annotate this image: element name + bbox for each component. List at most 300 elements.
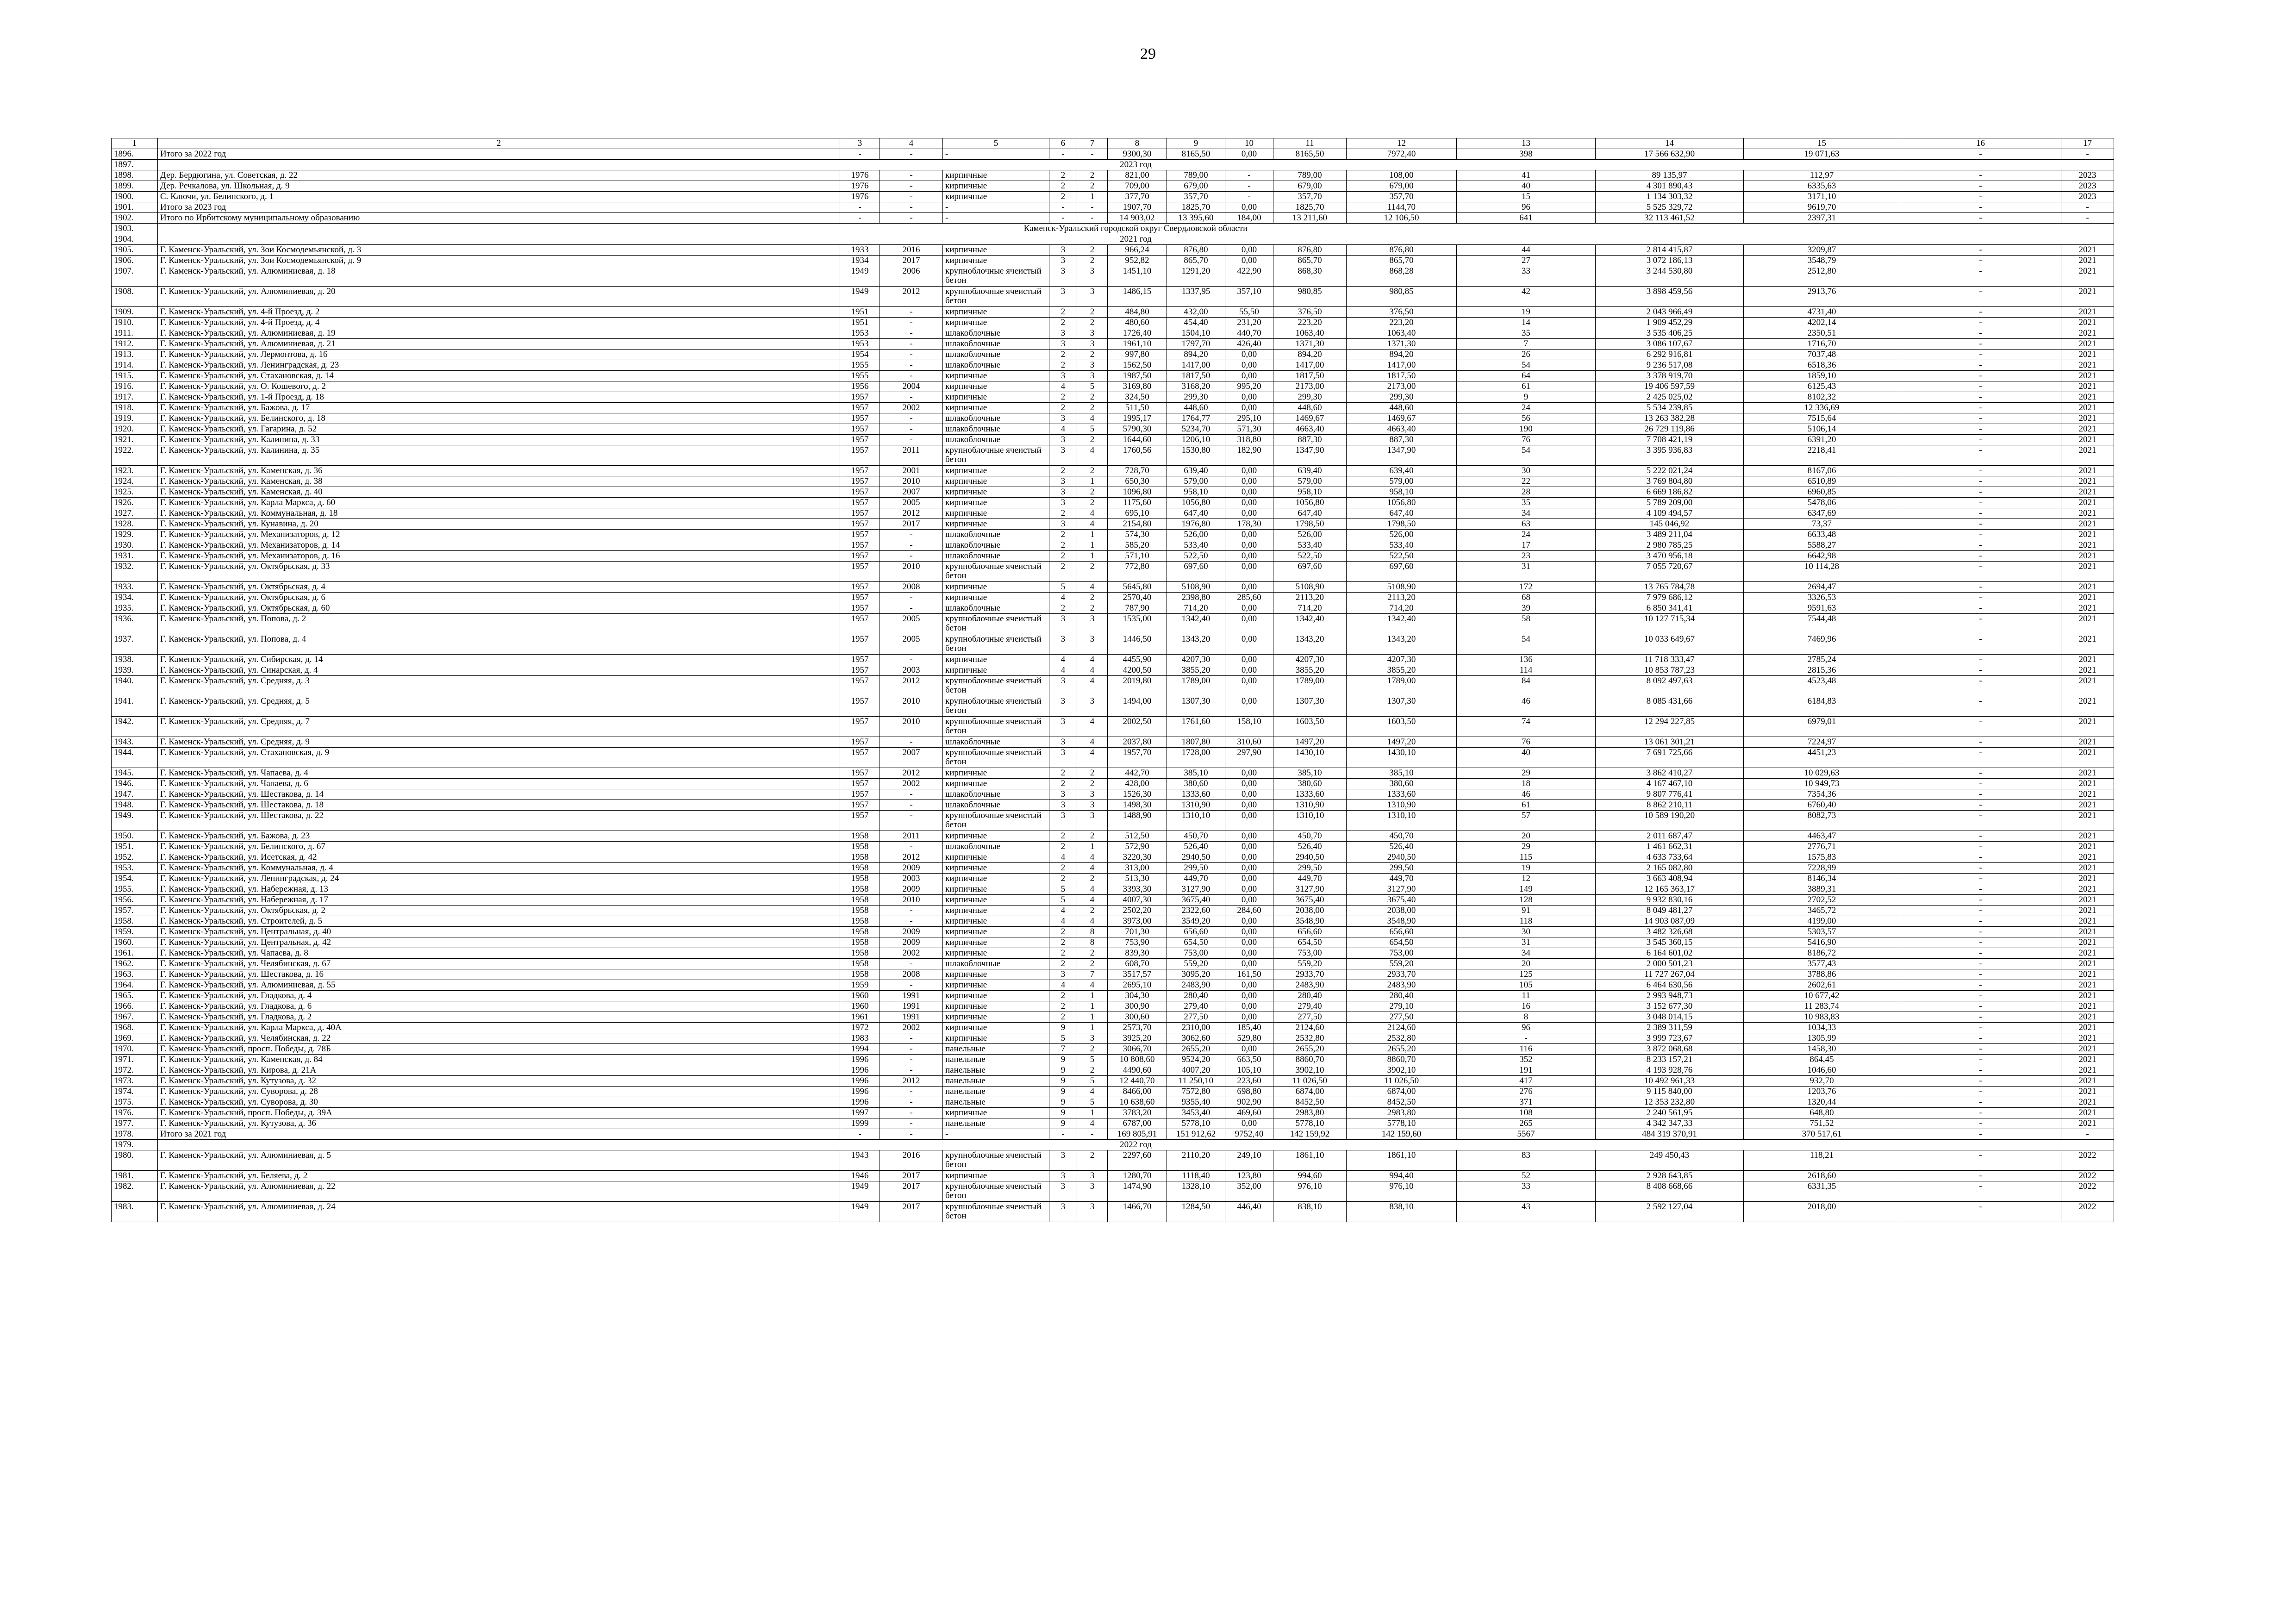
- table-cell: 2021: [2061, 717, 2114, 737]
- table-cell: 1923.: [112, 466, 158, 476]
- table-row: [112, 717, 2114, 737]
- table-cell: 57: [1457, 811, 1596, 831]
- table-row: [112, 811, 2114, 831]
- table-cell: 3 999 723,67: [1596, 1033, 1744, 1044]
- table-row: [112, 435, 2114, 445]
- table-cell: 136: [1457, 655, 1596, 665]
- table-cell: 1958: [840, 937, 880, 948]
- table-cell: -: [1900, 980, 2061, 991]
- table-cell: 7515,64: [1744, 413, 1900, 424]
- table-cell: 2021: [2061, 603, 2114, 614]
- table-cell: -: [1900, 852, 2061, 863]
- table-cell: 1371,30: [1347, 339, 1457, 350]
- table-cell: 11 718 333,47: [1596, 655, 1744, 665]
- table-cell: шлакоблочные: [943, 413, 1049, 424]
- table-cell: 1957: [840, 530, 880, 540]
- table-cell: 2021: [2061, 508, 2114, 519]
- table-cell: 1932.: [112, 562, 158, 582]
- table-row: [112, 149, 2114, 160]
- table-cell: 0,00: [1225, 245, 1273, 256]
- table-row: [112, 318, 2114, 328]
- table-cell: 2021: [2061, 540, 2114, 551]
- table-cell: 3548,90: [1347, 916, 1457, 927]
- table-cell: 2785,24: [1744, 655, 1900, 665]
- table-cell: 7037,48: [1744, 350, 1900, 360]
- table-cell: 4: [1077, 665, 1108, 676]
- table-cell: 5: [1077, 1097, 1108, 1108]
- table-cell: 2: [1077, 593, 1108, 603]
- table-cell: -: [1900, 768, 2061, 779]
- table-cell: 5106,14: [1744, 424, 1900, 435]
- table-cell: -: [943, 202, 1049, 213]
- table-cell: 0,00: [1225, 1044, 1273, 1055]
- table-cell: 280,40: [1347, 991, 1457, 1001]
- table-cell: 868,28: [1347, 266, 1457, 287]
- table-row: [112, 424, 2114, 435]
- table-cell: -: [880, 530, 943, 540]
- table-cell: 559,20: [1347, 959, 1457, 969]
- table-cell: 1342,40: [1167, 614, 1225, 634]
- table-cell: 7354,36: [1744, 789, 1900, 800]
- table-cell: 1908.: [112, 287, 158, 307]
- table-cell: 2: [1049, 318, 1077, 328]
- table-cell: 10 114,28: [1744, 562, 1900, 582]
- table-row: [112, 884, 2114, 895]
- table-cell: 3: [1049, 256, 1077, 266]
- table-cell: 24: [1457, 403, 1596, 413]
- table-cell: 27: [1457, 256, 1596, 266]
- table-cell: 0,00: [1225, 991, 1273, 1001]
- table-cell: 2021: [2061, 980, 2114, 991]
- table-cell: 5108,90: [1273, 582, 1347, 593]
- table-cell: кирпичные: [943, 991, 1049, 1001]
- table-cell: 714,20: [1273, 603, 1347, 614]
- table-cell: 753,90: [1108, 937, 1167, 948]
- table-cell: 3: [1049, 748, 1077, 768]
- table-cell: 4: [1077, 884, 1108, 895]
- table-cell: кирпичные: [943, 403, 1049, 413]
- table-cell: 2021: [2061, 937, 2114, 948]
- table-cell: 68: [1457, 593, 1596, 603]
- table-cell: 654,50: [1167, 937, 1225, 948]
- table-cell: 318,80: [1225, 435, 1273, 445]
- table-cell: 2694,47: [1744, 582, 1900, 593]
- table-cell: Г. Каменск-Уральский, ул. Октябрьская, д. 6: [158, 593, 840, 603]
- table-cell: 958,10: [1273, 487, 1347, 498]
- table-cell: 997,80: [1108, 350, 1167, 360]
- table-cell: 1960: [840, 1001, 880, 1012]
- table-cell: 864,45: [1744, 1055, 1900, 1065]
- table-cell: 1825,70: [1167, 202, 1225, 213]
- table-cell: Г. Каменск-Уральский, ул. Бажова, д. 17: [158, 403, 840, 413]
- table-row: [112, 170, 2114, 181]
- table-cell: 526,40: [1347, 842, 1457, 852]
- register-table: [111, 138, 2114, 1222]
- table-cell: Г. Каменск-Уральский, ул. Белинского, д. 18: [158, 413, 840, 424]
- table-cell: 1761,60: [1167, 717, 1225, 737]
- table-cell: -: [1900, 435, 2061, 445]
- table-cell: 8860,70: [1273, 1055, 1347, 1065]
- table-cell: 838,10: [1273, 1202, 1347, 1222]
- table-cell: 41: [1457, 170, 1596, 181]
- row-number: 1979.: [112, 1140, 158, 1150]
- table-cell: -: [880, 1097, 943, 1108]
- table-cell: 1969.: [112, 1033, 158, 1044]
- table-cell: -: [1900, 800, 2061, 811]
- table-cell: 300,90: [1108, 1001, 1167, 1012]
- table-cell: 1957: [840, 614, 880, 634]
- table-cell: 1906.: [112, 256, 158, 266]
- table-cell: 2017: [880, 1181, 943, 1202]
- table-cell: 2: [1049, 927, 1077, 937]
- table-cell: 2: [1077, 906, 1108, 916]
- table-cell: кирпичные: [943, 476, 1049, 487]
- table-cell: -: [880, 149, 943, 160]
- table-cell: 1954.: [112, 874, 158, 884]
- table-cell: 8167,06: [1744, 466, 1900, 476]
- table-cell: Г. Каменск-Уральский, ул. Сибирская, д. 14: [158, 655, 840, 665]
- table-cell: 112,97: [1744, 170, 1900, 181]
- table-cell: 1962.: [112, 959, 158, 969]
- table-cell: 9: [1049, 1097, 1077, 1108]
- table-cell: кирпичные: [943, 498, 1049, 508]
- table-cell: 46: [1457, 696, 1596, 717]
- table-cell: -: [943, 213, 1049, 224]
- table-cell: 0,00: [1225, 360, 1273, 371]
- table-cell: 22: [1457, 476, 1596, 487]
- table-cell: 1996: [840, 1076, 880, 1087]
- table-cell: 2021: [2061, 1001, 2114, 1012]
- table-cell: 4200,50: [1108, 665, 1167, 676]
- table-cell: 3 482 326,68: [1596, 927, 1744, 937]
- table-cell: -: [1900, 403, 2061, 413]
- table-cell: 2815,36: [1744, 665, 1900, 676]
- table-cell: 2573,70: [1108, 1023, 1167, 1033]
- table-cell: 0,00: [1225, 1001, 1273, 1012]
- table-cell: 10 029,63: [1744, 768, 1900, 779]
- table-cell: -: [1900, 842, 2061, 852]
- table-cell: 3: [1049, 476, 1077, 487]
- table-cell: 2322,60: [1167, 906, 1225, 916]
- table-cell: 284,60: [1225, 906, 1273, 916]
- table-cell: -: [2061, 149, 2114, 160]
- table-cell: -: [1900, 634, 2061, 655]
- table-cell: 608,70: [1108, 959, 1167, 969]
- table-row: [112, 1044, 2114, 1055]
- table-cell: 894,20: [1167, 350, 1225, 360]
- table-cell: 1953: [840, 328, 880, 339]
- table-cell: 6787,00: [1108, 1118, 1167, 1129]
- table-cell: 9524,20: [1167, 1055, 1225, 1065]
- table-cell: 0,00: [1225, 916, 1273, 927]
- table-cell: -: [1900, 476, 2061, 487]
- table-cell: 2012: [880, 852, 943, 863]
- table-cell: 8466,00: [1108, 1087, 1167, 1097]
- table-cell: 1798,50: [1273, 519, 1347, 530]
- table-cell: -: [880, 906, 943, 916]
- table-cell: 2009: [880, 927, 943, 937]
- table-cell: -: [1049, 1129, 1077, 1140]
- table-cell: 6633,48: [1744, 530, 1900, 540]
- table-cell: кирпичные: [943, 487, 1049, 498]
- table-cell: кирпичные: [943, 307, 1049, 318]
- table-cell: 2018,00: [1744, 1202, 1900, 1222]
- table-cell: 753,00: [1167, 948, 1225, 959]
- table-cell: 3095,20: [1167, 969, 1225, 980]
- table-cell: 2124,60: [1273, 1023, 1347, 1033]
- table-cell: 0,00: [1225, 582, 1273, 593]
- table-cell: -: [1900, 307, 2061, 318]
- table-cell: 7544,48: [1744, 614, 1900, 634]
- table-cell: 46: [1457, 789, 1596, 800]
- table-cell: крупноблочные ячеистый бетон: [943, 717, 1049, 737]
- table-cell: 454,40: [1167, 318, 1225, 328]
- table-cell: 647,40: [1273, 508, 1347, 519]
- table-cell: 9300,30: [1108, 149, 1167, 160]
- table-cell: 787,90: [1108, 603, 1167, 614]
- table-cell: 13 211,60: [1273, 213, 1347, 224]
- table-cell: 1307,30: [1347, 696, 1457, 717]
- table-cell: 417: [1457, 1076, 1596, 1087]
- table-cell: 448,60: [1273, 403, 1347, 413]
- table-cell: 522,50: [1167, 551, 1225, 562]
- table-cell: 385,10: [1347, 768, 1457, 779]
- table-cell: -: [1900, 1044, 2061, 1055]
- table-cell: 1953: [840, 339, 880, 350]
- table-cell: 1957: [840, 424, 880, 435]
- table-cell: 9 236 517,08: [1596, 360, 1744, 371]
- table-cell: -: [1900, 562, 2061, 582]
- table-cell: 1764,77: [1167, 413, 1225, 424]
- table-cell: Г. Каменск-Уральский, ул. Шестакова, д. 14: [158, 789, 840, 800]
- table-cell: -: [1077, 149, 1108, 160]
- table-cell: 1603,50: [1273, 717, 1347, 737]
- table-row: [112, 959, 2114, 969]
- table-cell: 1961.: [112, 948, 158, 959]
- table-cell: Итого за 2023 год: [158, 202, 840, 213]
- table-cell: 1917.: [112, 392, 158, 403]
- table-cell: -: [1900, 1012, 2061, 1023]
- table-cell: 2: [1049, 1001, 1077, 1012]
- table-cell: Г. Каменск-Уральский, ул. Ленинградская, д. 23: [158, 360, 840, 371]
- table-cell: -: [1077, 202, 1108, 213]
- table-cell: 428,00: [1108, 779, 1167, 789]
- table-cell: кирпичные: [943, 318, 1049, 328]
- table-cell: 2483,90: [1167, 980, 1225, 991]
- table-cell: 1942.: [112, 717, 158, 737]
- table-cell: 357,70: [1347, 192, 1457, 202]
- table-cell: кирпичные: [943, 874, 1049, 884]
- table-cell: 654,50: [1347, 937, 1457, 948]
- table-cell: 8146,34: [1744, 874, 1900, 884]
- table-cell: 838,10: [1347, 1202, 1457, 1222]
- column-number: 14: [1596, 138, 1744, 149]
- table-cell: 43: [1457, 1202, 1596, 1222]
- table-cell: 114: [1457, 665, 1596, 676]
- table-cell: 450,70: [1347, 831, 1457, 842]
- table-cell: 2110,20: [1167, 1150, 1225, 1171]
- table-cell: 9 807 776,41: [1596, 789, 1744, 800]
- table-cell: 1728,00: [1167, 748, 1225, 768]
- table-cell: 529,80: [1225, 1033, 1273, 1044]
- table-cell: 279,40: [1273, 1001, 1347, 1012]
- table-row: [112, 1181, 2114, 1202]
- table-cell: Г. Каменск-Уральский, ул. Средняя, д. 7: [158, 717, 840, 737]
- table-row: [112, 916, 2114, 927]
- table-cell: 1817,50: [1167, 371, 1225, 381]
- table-cell: Г. Каменск-Уральский, ул. Алюминиевая, д. 21: [158, 339, 840, 350]
- table-cell: 679,00: [1347, 181, 1457, 192]
- table-cell: -: [1900, 530, 2061, 540]
- table-cell: 1535,00: [1108, 614, 1167, 634]
- table-cell: 108,00: [1347, 170, 1457, 181]
- table-cell: 105,10: [1225, 1065, 1273, 1076]
- table-cell: -: [880, 980, 943, 991]
- table-cell: -: [1225, 170, 1273, 181]
- table-cell: 2005: [880, 634, 943, 655]
- table-cell: 2: [1077, 1065, 1108, 1076]
- table-cell: 17 566 632,90: [1596, 149, 1744, 160]
- table-cell: -: [1900, 717, 2061, 737]
- table-cell: 3: [1077, 789, 1108, 800]
- table-cell: 654,50: [1273, 937, 1347, 948]
- table-cell: 1958: [840, 863, 880, 874]
- table-cell: Г. Каменск-Уральский, ул. Алюминиевая, д. 5: [158, 1150, 840, 1171]
- table-cell: кирпичные: [943, 916, 1049, 927]
- table-cell: 2: [1077, 779, 1108, 789]
- table-cell: 449,70: [1273, 874, 1347, 884]
- row-number: 1903.: [112, 224, 158, 234]
- table-cell: 2021: [2061, 413, 2114, 424]
- table-cell: 19 406 597,59: [1596, 381, 1744, 392]
- table-cell: Г. Каменск-Уральский, ул. Чапаева, д. 4: [158, 768, 840, 779]
- table-cell: -: [1900, 959, 2061, 969]
- table-cell: -: [1900, 202, 2061, 213]
- table-cell: -: [1900, 874, 2061, 884]
- table-cell: -: [1900, 895, 2061, 906]
- table-cell: -: [880, 1129, 943, 1140]
- table-cell: 1954: [840, 350, 880, 360]
- table-cell: Г. Каменск-Уральский, ул. Синарская, д. 4: [158, 665, 840, 676]
- table-cell: 2: [1077, 435, 1108, 445]
- table-cell: 2350,51: [1744, 328, 1900, 339]
- table-cell: 83: [1457, 1150, 1596, 1171]
- table-cell: 12 294 227,85: [1596, 717, 1744, 737]
- table-cell: 20: [1457, 831, 1596, 842]
- table-cell: 894,20: [1273, 350, 1347, 360]
- table-cell: 1929.: [112, 530, 158, 540]
- table-cell: 1957: [840, 634, 880, 655]
- table-cell: 3: [1077, 1033, 1108, 1044]
- table-cell: 12 336,69: [1744, 403, 1900, 413]
- table-cell: 1928.: [112, 519, 158, 530]
- table-cell: 2016: [880, 1150, 943, 1171]
- table-cell: 2: [1077, 256, 1108, 266]
- table-cell: 5778,10: [1167, 1118, 1225, 1129]
- table-cell: 3: [1049, 435, 1077, 445]
- table-cell: 526,00: [1167, 530, 1225, 540]
- row-number: 1904.: [112, 234, 158, 245]
- table-cell: 2: [1049, 874, 1077, 884]
- table-cell: 3 378 919,70: [1596, 371, 1744, 381]
- table-cell: 6960,85: [1744, 487, 1900, 498]
- table-cell: 5: [1077, 1076, 1108, 1087]
- table-cell: 0,00: [1225, 371, 1273, 381]
- table-cell: 1936.: [112, 614, 158, 634]
- table-cell: кирпичные: [943, 256, 1049, 266]
- table-cell: -: [1900, 1150, 2061, 1171]
- table-row: [112, 1033, 2114, 1044]
- table-cell: 279,40: [1167, 1001, 1225, 1012]
- table-cell: 2022: [2061, 1171, 2114, 1181]
- table-cell: -: [1900, 318, 2061, 328]
- table-row: [112, 1065, 2114, 1076]
- table-cell: 3973,00: [1108, 916, 1167, 927]
- table-cell: 449,70: [1167, 874, 1225, 884]
- table-cell: 1310,90: [1167, 800, 1225, 811]
- table-cell: -: [1900, 360, 2061, 371]
- table-cell: 2483,90: [1273, 980, 1347, 991]
- table-row: [112, 1055, 2114, 1065]
- table-cell: 2397,31: [1744, 213, 1900, 224]
- table-cell: 2: [1049, 831, 1077, 842]
- table-cell: 96: [1457, 1023, 1596, 1033]
- table-row: [112, 614, 2114, 634]
- table-cell: 1915.: [112, 371, 158, 381]
- table-cell: 1896.: [112, 149, 158, 160]
- table-cell: 19: [1457, 307, 1596, 318]
- table-cell: 5108,90: [1347, 582, 1457, 593]
- table-cell: 10 949,73: [1744, 779, 1900, 789]
- table-cell: 30: [1457, 466, 1596, 476]
- table-cell: 2940,50: [1167, 852, 1225, 863]
- table-cell: 2010: [880, 895, 943, 906]
- table-cell: 579,00: [1273, 476, 1347, 487]
- table-cell: 2021: [2061, 424, 2114, 435]
- table-cell: 976,10: [1347, 1181, 1457, 1202]
- table-cell: 357,10: [1225, 287, 1273, 307]
- table-cell: 2010: [880, 562, 943, 582]
- table-cell: кирпичные: [943, 371, 1049, 381]
- table-cell: Г. Каменск-Уральский, ул. Октябрьская, д. 4: [158, 582, 840, 593]
- table-cell: 2021: [2061, 863, 2114, 874]
- table-cell: 1981.: [112, 1171, 158, 1181]
- table-cell: 1417,00: [1273, 360, 1347, 371]
- table-cell: 579,00: [1167, 476, 1225, 487]
- table-cell: 4 109 494,57: [1596, 508, 1744, 519]
- table-cell: шлакоблочные: [943, 551, 1049, 562]
- table-cell: 2009: [880, 937, 943, 948]
- table-cell: 1347,90: [1347, 445, 1457, 466]
- table-cell: 2021: [2061, 874, 2114, 884]
- table-cell: панельные: [943, 1118, 1049, 1129]
- table-cell: 3: [1077, 371, 1108, 381]
- table-row: [112, 266, 2114, 287]
- table-cell: 118,21: [1744, 1150, 1900, 1171]
- table-cell: 3902,10: [1347, 1065, 1457, 1076]
- table-cell: Г. Каменск-Уральский, ул. Набережная, д. 17: [158, 895, 840, 906]
- table-cell: 2 980 785,25: [1596, 540, 1744, 551]
- table-cell: 526,40: [1273, 842, 1347, 852]
- table-cell: крупноблочные ячеистый бетон: [943, 748, 1049, 768]
- table-cell: -: [1900, 1181, 2061, 1202]
- table-cell: 3326,53: [1744, 593, 1900, 603]
- table-row: [112, 307, 2114, 318]
- table-row: [112, 1001, 2114, 1012]
- table-cell: панельные: [943, 1087, 1049, 1097]
- table-cell: 280,40: [1167, 991, 1225, 1001]
- table-cell: шлакоблочные: [943, 800, 1049, 811]
